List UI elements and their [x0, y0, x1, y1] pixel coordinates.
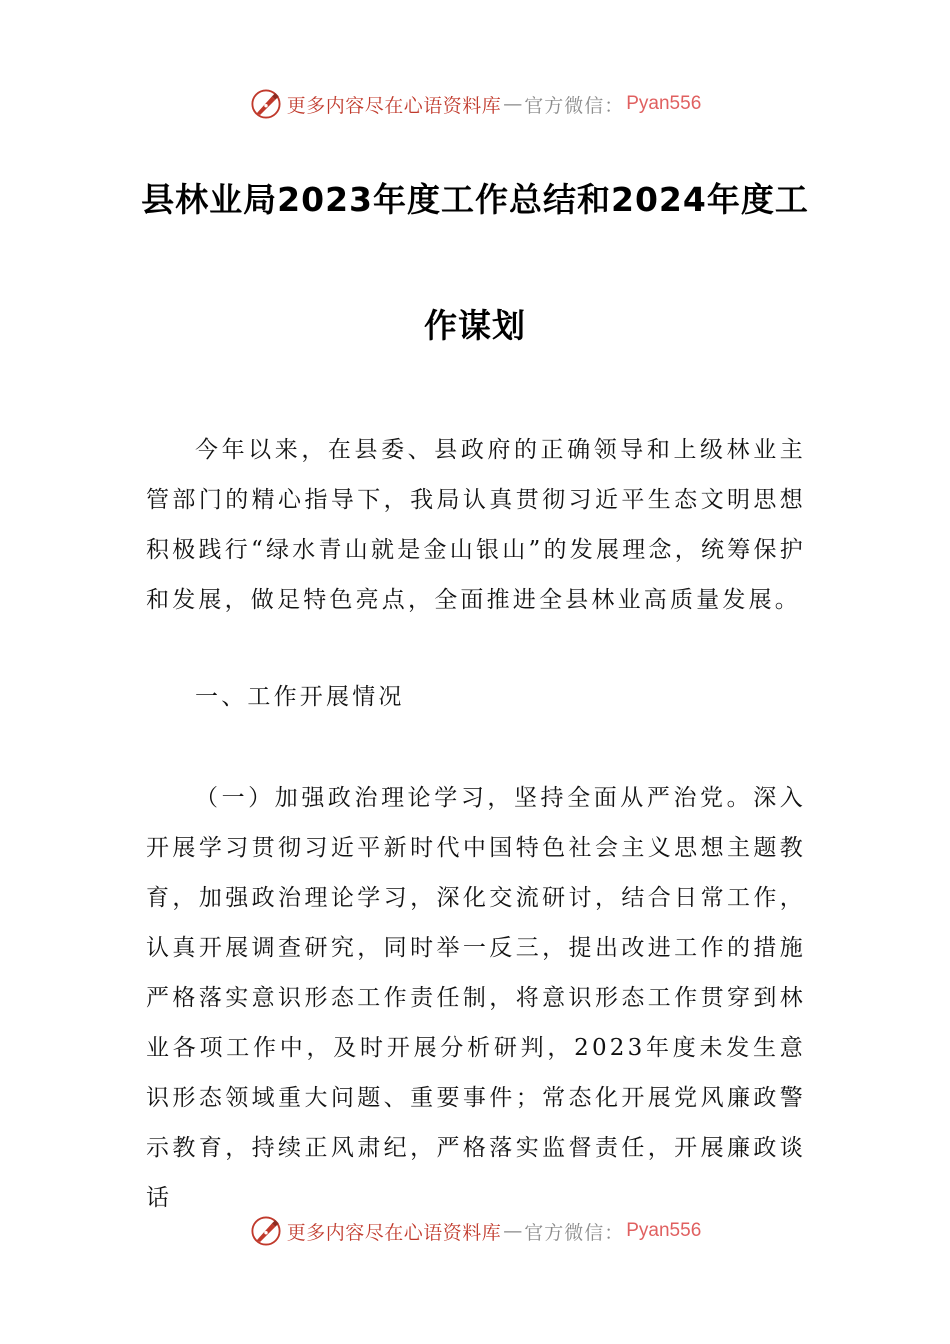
watermark-wechat-label: 官方微信：: [524, 1221, 625, 1244]
document-title-line-2: 作谋划: [424, 306, 526, 345]
watermark-text: 更多内容尽在心语资料库: [286, 1221, 502, 1244]
watermark-banner-bottom: [0, 1211, 950, 1251]
watermark-wechat-id: Pyan556: [626, 93, 702, 114]
intro-paragraph: 今年以来，在县委、县政府的正确领导和上级林业主管部门的精心指导下，我局认真贯彻习近平生态文明思想积极践行“绿水青山就是金山银山”的发展理念，统筹保护和发展，做足特色亮点，全面推进全县林业高质量发展。: [146, 437, 806, 613]
watermark-dash: —: [503, 93, 523, 115]
watermark-dash: —: [503, 1220, 523, 1242]
watermark-wechat-label: 官方微信：: [524, 94, 625, 117]
document-title-line-1: 县林业局2023年度工作总结和2024年度工: [141, 180, 809, 219]
watermark-banner-top: [0, 84, 950, 124]
pen-nib-logo-icon: [249, 87, 283, 121]
section-heading: 一、工作开展情况: [195, 684, 405, 710]
watermark-wechat-id: Pyan556: [626, 1220, 702, 1241]
pen-nib-logo-icon: [249, 1214, 283, 1248]
watermark-text: 更多内容尽在心语资料库: [286, 94, 502, 117]
body-paragraph: （一）加强政治理论学习，坚持全面从严治党。深入开展学习贯彻习近平新时代中国特色社会主义思想主题教育，加强政治理论学习，深化交流研讨，结合日常工作，认真开展调查研究，同时举一反三，提出改进工作的措施严格落实意识形态工作责任制，将意识形态工作贯穿到林业各项工作中，及时开展分析研判，2023年度未发生意识形态领域重大问题、重要事件；常态化开展党风廉政警示教育，持续正风肃纪，严格落实监督责任，开展廉政谈话: [146, 785, 806, 1211]
